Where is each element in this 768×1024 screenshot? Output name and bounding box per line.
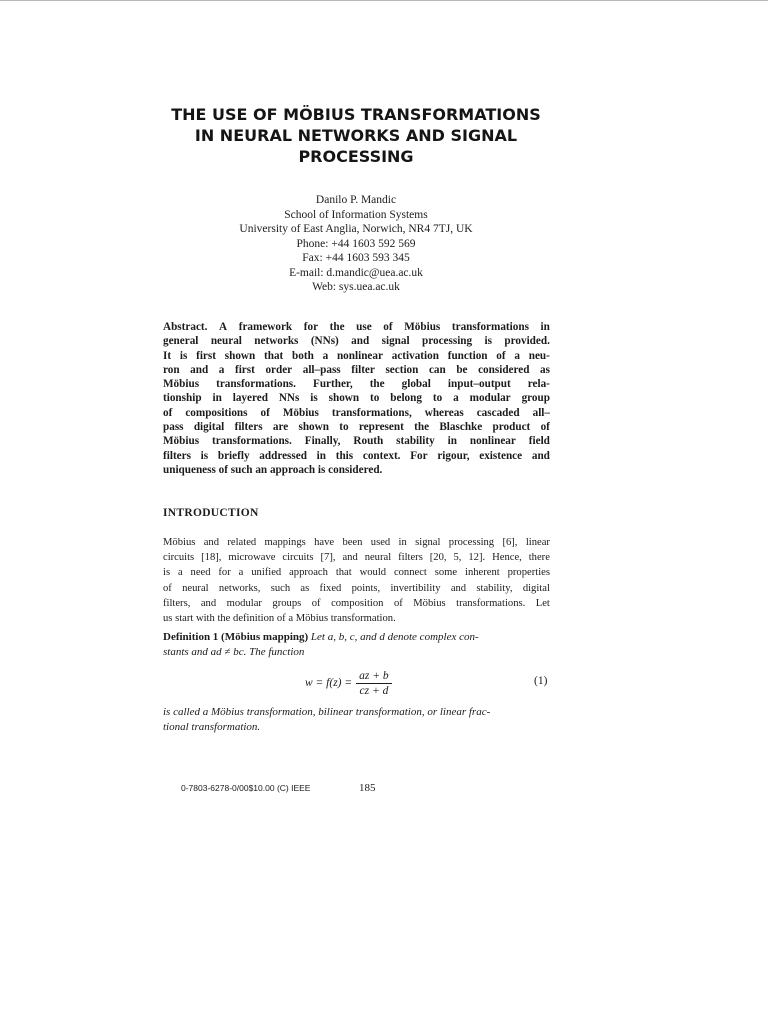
equation-number: (1)	[534, 675, 548, 687]
equation-fraction	[356, 670, 392, 697]
title-line: IN NEURAL NETWORKS AND SIGNAL	[194, 126, 518, 145]
intro-line: Möbius and related mappings have been used in signal processing [6], linear	[163, 537, 550, 548]
intro-line: filters, and modular groups of composition of Möbius transformations. Let	[163, 597, 550, 609]
equation-lhs: w = f(z) =	[305, 677, 353, 689]
footer-copyright: 0-7803-6278-0/00$10.00 (C) IEEE	[181, 783, 311, 793]
paper-title	[100, 104, 612, 167]
equation-denominator: cz + d	[359, 684, 389, 697]
definition-continuation-line: is called a Möbius transformation, bilinear transformation, or linear frac-	[163, 706, 491, 718]
author-address: University of East Anglia, Norwich, NR4 7TJ, UK	[239, 223, 473, 235]
author-email: E-mail: d.mandic@uea.ac.uk	[289, 266, 423, 279]
definition-continuation	[163, 705, 550, 735]
title-line: THE USE OF MÖBIUS TRANSFORMATIONS	[171, 105, 541, 124]
equation-numerator: az + b	[356, 670, 392, 684]
intro-line: circuits [18], microwave circuits [7], and neural filters [20, 5, 12]. Hence, there	[163, 552, 550, 564]
page-number: 185	[359, 782, 376, 794]
author-affiliation: School of Information Systems	[284, 208, 428, 221]
abstract-line: Abstract. A framework for the use of Möbius transformations in	[163, 321, 550, 333]
abstract-line: of compositions of Möbius transformations, whereas cascaded all–	[163, 406, 550, 419]
section-heading-introduction: INTRODUCTION	[163, 507, 259, 519]
author-fax: Fax: +44 1603 593 345	[302, 252, 410, 264]
intro-line: is a need for a unified approach that would connect some inherent properties	[163, 567, 550, 579]
abstract-line: uniqueness of such an approach is considered.	[163, 463, 383, 476]
title-line: PROCESSING	[298, 147, 414, 166]
definition-continuation-line: tional transformation.	[163, 721, 261, 733]
intro-line: us start with the definition of a Möbius transformation.	[163, 613, 396, 625]
abstract	[163, 320, 550, 477]
equation-1	[305, 666, 392, 700]
abstract-line: tionship in layered NNs is shown to belong to a modular group	[163, 392, 550, 405]
abstract-line: general neural networks (NNs) and signal processing is provided.	[163, 335, 550, 348]
abstract-line: pass digital filters are shown to represent the Blaschke product of	[163, 421, 550, 434]
abstract-line: Möbius transformations. Finally, Routh stability in nonlinear field	[163, 435, 550, 448]
introduction-paragraph	[163, 535, 550, 626]
definition-block	[163, 630, 550, 660]
author-phone: Phone: +44 1603 592 569	[296, 237, 416, 250]
abstract-line: filters is briefly addressed in this context. For rigour, existence and	[163, 449, 550, 462]
definition-label: Definition 1 (Möbius mapping)	[163, 631, 309, 643]
page-top-border	[0, 0, 768, 1]
abstract-line: Möbius transformations. Further, the global input–output rela-	[163, 378, 550, 391]
definition-line	[163, 630, 550, 645]
abstract-line: ron and a first order all–pass filter section can be considered as	[163, 363, 550, 376]
abstract-line: It is first shown that both a nonlinear activation function of a neu-	[163, 349, 550, 362]
intro-line: of neural networks, such as fixed points, invertibility and stability, digital	[163, 582, 550, 594]
definition-text: Let a, b, c, and d denote complex con-	[310, 631, 479, 643]
author-block	[156, 193, 556, 295]
author-web: Web: sys.uea.ac.uk	[312, 281, 400, 293]
definition-line: stants and ad ≠ bc. The function	[163, 646, 305, 658]
author-name: Danilo P. Mandic	[315, 194, 397, 206]
